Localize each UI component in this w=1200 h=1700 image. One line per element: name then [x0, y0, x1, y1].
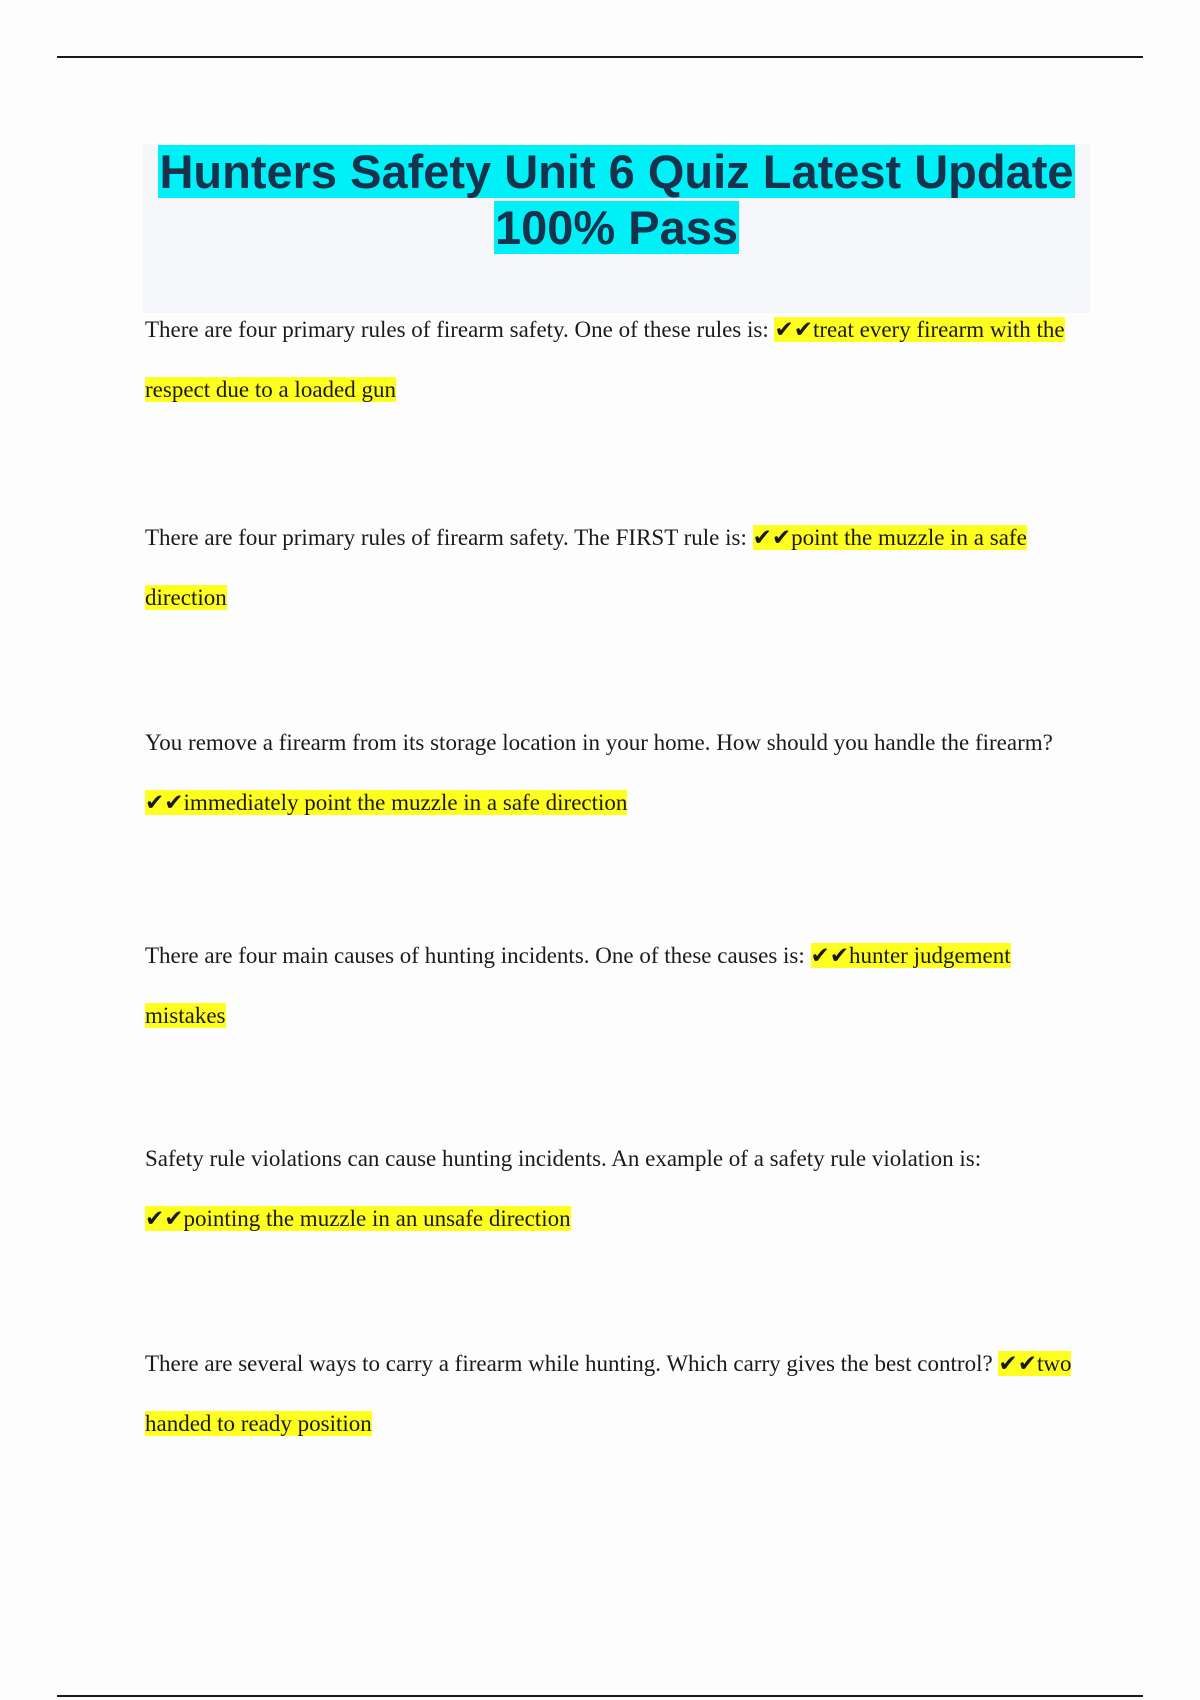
answer-text: ✔✔treat every firearm with the respect due to a loaded gun — [145, 317, 1065, 402]
title-block — [143, 144, 1090, 313]
qa-item — [145, 1334, 1090, 1454]
question-text: There are four primary rules of firearm safety. One of these rules is: — [145, 317, 775, 342]
answer-text: ✔✔hunter judgement mistakes — [145, 943, 1011, 1028]
question-text: There are four primary rules of firearm safety. The FIRST rule is: — [145, 525, 753, 550]
title-line-1: Hunters Safety Unit 6 Quiz Latest Update — [159, 145, 1074, 198]
qa-item — [145, 926, 1090, 1046]
answer-text: ✔✔pointing the muzzle in an unsafe direction — [145, 1206, 571, 1231]
question-text: There are four main causes of hunting incidents. One of these causes is: — [145, 943, 811, 968]
question-text: Safety rule violations can cause hunting incidents. An example of a safety rule violation is: — [145, 1146, 982, 1171]
qa-item — [145, 713, 1090, 833]
document-title — [143, 144, 1090, 256]
answer-text: ✔✔immediately point the muzzle in a safe direction — [145, 790, 628, 815]
qa-item — [145, 508, 1090, 628]
question-text: There are several ways to carry a firearm while hunting. Which carry gives the best control? — [145, 1351, 999, 1376]
answer-text: ✔✔two handed to ready position — [145, 1351, 1072, 1436]
answer-text: ✔✔point the muzzle in a safe direction — [145, 525, 1027, 610]
qa-item — [145, 300, 1090, 420]
top-rule — [57, 56, 1143, 58]
question-text: You remove a firearm from its storage location in your home. How should you handle the firearm? — [145, 730, 1053, 755]
qa-item — [145, 1129, 1090, 1249]
qa-list — [145, 300, 1090, 1454]
title-line-2: 100% Pass — [494, 201, 739, 254]
bottom-rule — [57, 1695, 1143, 1697]
